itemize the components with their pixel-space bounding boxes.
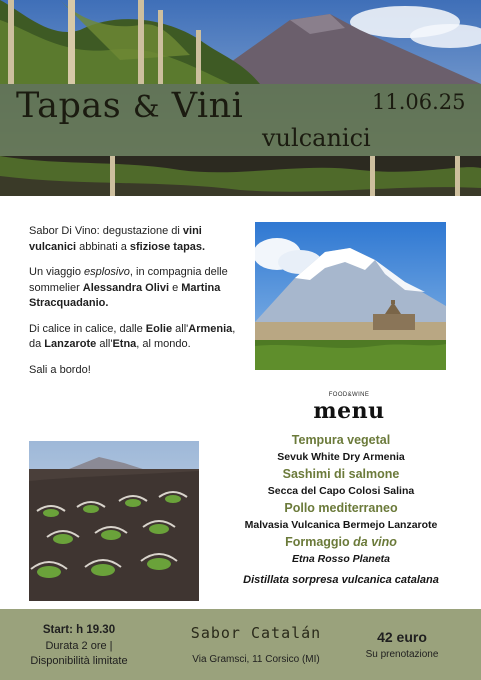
lanzarote-vineyard-photo [29,441,199,601]
menu-wine-2: Secca del Capo Colosi Salina [267,485,415,497]
title-ampersand: & [132,90,161,125]
intro-text-span: , da [29,322,236,350]
place-name: Eolie [145,322,173,335]
title-vini: Vini [171,86,244,126]
ararat-landscape-image [255,222,446,370]
place-name: Etna [112,338,137,350]
intro-text-span: Di calice in calice, dalle [29,322,146,335]
armenia-monastery-photo [255,222,446,370]
price: 42 euro [377,629,427,645]
duration: Durata 2 ore | [45,639,113,652]
menu-course-3: Pollo mediterraneo [284,501,398,515]
menu-wine-4: Etna Rosso Planeta [291,553,391,565]
intro-text-span: Un viaggio [29,266,85,278]
menu-wine-3: Malvasia Vulcanica Bermejo Lanzarote [244,519,438,531]
menu-course-4-italic: da vino [353,535,397,549]
event-subtitle: vulcanici [262,124,371,152]
venue-address: Via Gramsci, 11 Corsico (MI) [192,654,320,665]
intro-text-span: , in compagnia delle sommelier [29,266,228,294]
menu-list [205,432,477,568]
title-tapas: Tapas [16,86,122,126]
intro-bold-span: sfiziose tapas. [129,240,206,253]
menu-course-4 [205,534,477,551]
availability: Disponibilità limitate [30,655,128,667]
menu-finale: Distillata sorpresa vulcanica catalana [243,574,439,586]
intro-text-span: abbinati a [76,240,130,253]
sommelier-name: Martina Stracquadanio. [29,281,221,309]
intro-paragraph-2 [29,265,244,312]
intro-bold-span: vini vulcanici [29,225,202,253]
menu-course-2: Sashimi di salmone [282,467,400,481]
lanzarote-lava-field-image [29,441,199,601]
intro-paragraph-4: Sali a bordo! [29,363,91,376]
intro-paragraph-1 [29,224,244,255]
intro-text-span: Sabor Di Vino: degustazione di [29,225,183,237]
footer-bar [0,609,481,680]
menu-kicker: FOOD&WINE [328,392,370,398]
event-title [16,86,243,126]
footer-price [362,629,442,660]
place-name: Armenia [188,322,233,335]
booking-note: Su prenotazione [365,649,439,660]
venue-logo: Sabor Catalán [190,624,322,642]
hero-vineyard-photo [0,0,481,196]
sommelier-name: Alessandra Olivi [82,281,170,294]
intro-text-span: all' [172,322,189,335]
footer-venue [176,624,336,665]
intro-text [29,224,244,388]
intro-text-span: , al mondo. [136,338,191,350]
intro-paragraph-3 [29,322,244,353]
menu-heading: menu [313,398,385,424]
footer-schedule [14,623,144,670]
place-name: Lanzarote [44,338,97,350]
menu-wine-1: Sevuk White Dry Armenia [277,451,405,463]
event-date: 11.06.25 [372,90,466,114]
intro-text-span: e [169,281,182,294]
menu-course-4-main: Formaggio [285,535,354,549]
intro-italic-span: esplosivo [84,266,130,278]
menu-course-1: Tempura vegetal [291,433,391,447]
start-time: Start: h 19.30 [42,624,116,636]
intro-text-span: all' [96,338,113,350]
